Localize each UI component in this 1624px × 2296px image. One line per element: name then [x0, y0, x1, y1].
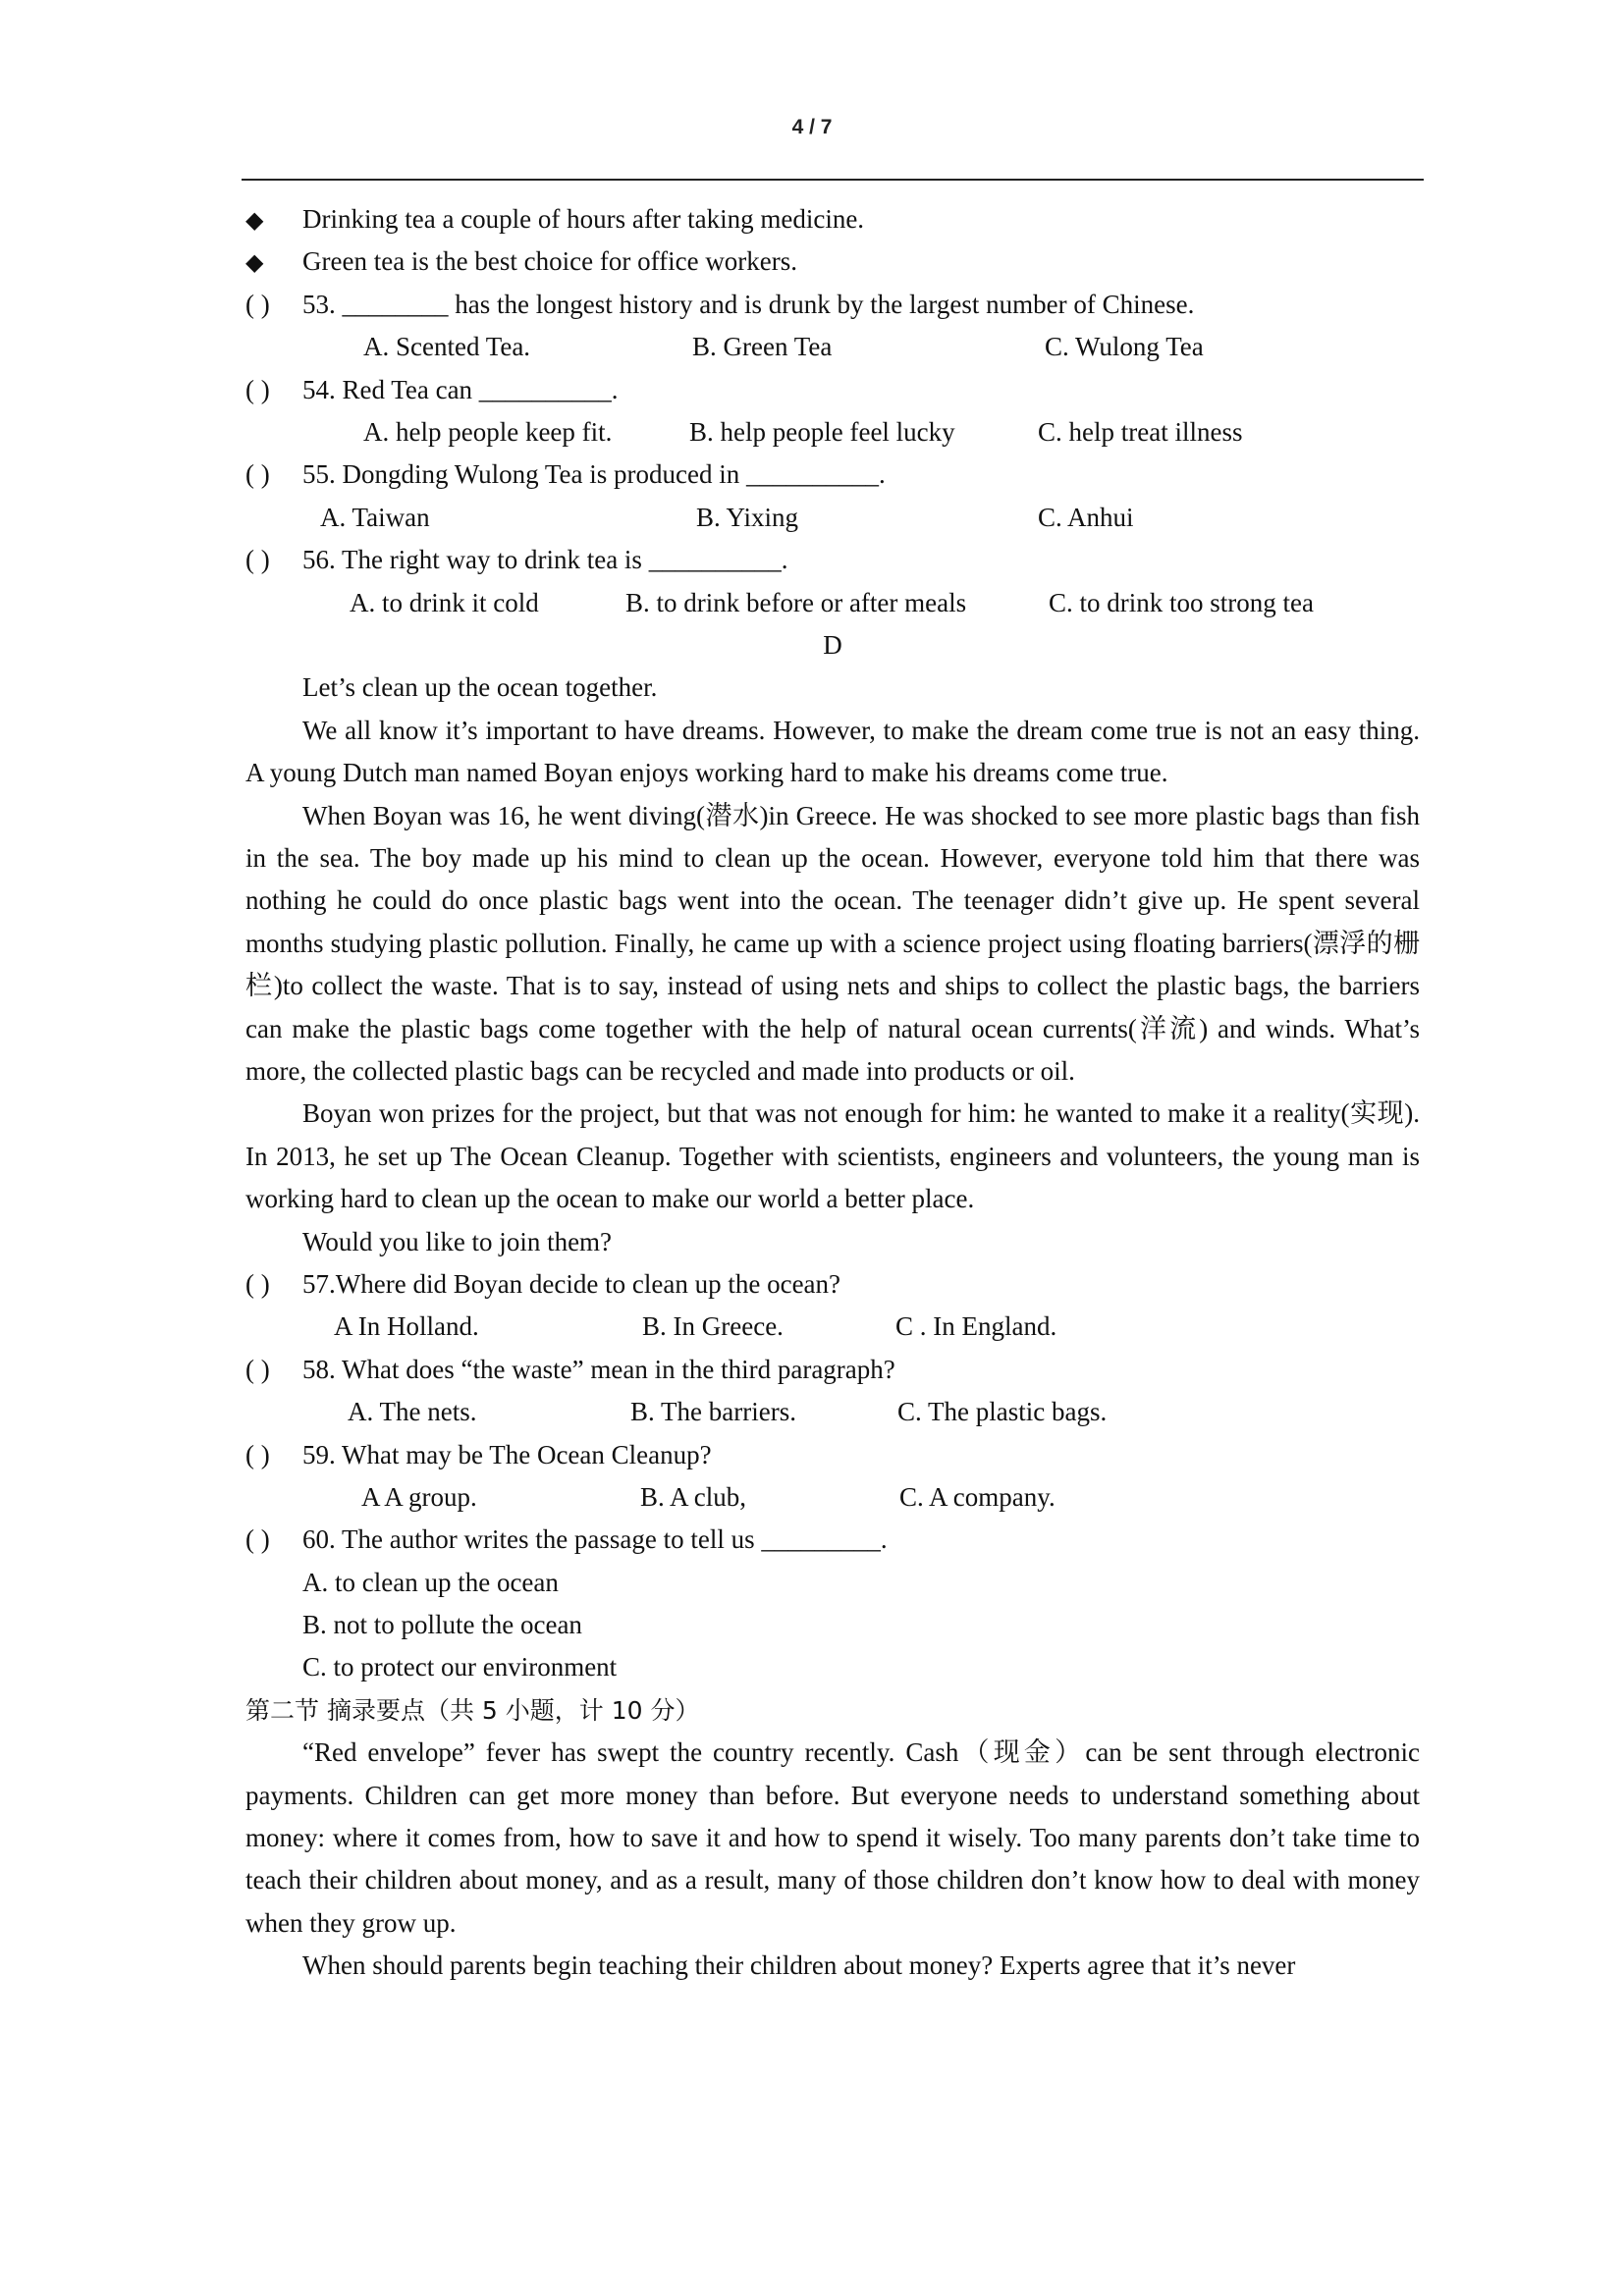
exam-page-content — [245, 198, 1420, 1988]
question-57 — [245, 1263, 1420, 1306]
option-c: C. help treat illness — [1038, 416, 1243, 447]
question-56 — [245, 539, 1420, 581]
question-54-options — [245, 411, 1420, 454]
answer-blank: ( ) — [245, 289, 270, 319]
option-a: A. Scented Tea. — [363, 332, 531, 362]
diamond-bullet-icon: ◆ — [245, 208, 264, 234]
passage-paragraph: When should parents begin teaching their children about money? Experts agree that it’s never — [302, 1950, 1296, 1981]
option-b: B. A club, — [640, 1481, 747, 1512]
option-b: B. In Greece. — [642, 1311, 784, 1342]
question-57-options — [245, 1306, 1420, 1348]
header-divider — [242, 179, 1424, 181]
question-60 — [245, 1519, 1420, 1561]
option-b: B. Yixing — [696, 502, 799, 532]
answer-blank: ( ) — [245, 459, 270, 490]
question-56-options — [245, 582, 1420, 624]
diamond-bullet-icon: ◆ — [245, 250, 264, 277]
option-b: B. Green Tea — [692, 332, 833, 362]
option-b: B. not to pollute the ocean — [302, 1610, 582, 1640]
question-stem: 53. ________ has the longest history and is drunk by the largest number of Chinese. — [302, 289, 1195, 319]
bullet-item — [245, 198, 1420, 240]
passage-paragraph: We all know it’s important to have dreams. However, to make the dream come true is not an easy thing. A young Dutch man named Boyan enjoys working hard to make his dreams come true. — [245, 715, 1420, 788]
question-stem: 59. What may be The Ocean Cleanup? — [302, 1439, 712, 1469]
question-55-options — [245, 497, 1420, 539]
option-b: B. to drink before or after meals — [625, 587, 967, 617]
question-55 — [245, 454, 1420, 496]
page-number: 4 / 7 — [791, 116, 833, 138]
section-label: D — [823, 629, 842, 660]
option-b: B. help people feel lucky — [689, 416, 955, 447]
answer-blank: ( ) — [245, 1524, 270, 1555]
answer-blank: ( ) — [245, 1268, 270, 1299]
answer-blank: ( ) — [245, 1439, 270, 1469]
option-c: C. The plastic bags. — [897, 1397, 1108, 1427]
bullet-text: Drinking tea a couple of hours after taking medicine. — [302, 204, 865, 234]
question-stem: 55. Dongding Wulong Tea is produced in __________. — [302, 459, 886, 490]
option-c: C. A company. — [899, 1481, 1056, 1512]
answer-blank: ( ) — [245, 374, 270, 404]
option-a: A A group. — [361, 1481, 477, 1512]
answer-blank: ( ) — [245, 545, 270, 575]
answer-blank: ( ) — [245, 1354, 270, 1384]
question-stem: 57.Where did Boyan decide to clean up the ocean? — [302, 1268, 841, 1299]
option-a: A. to clean up the ocean — [302, 1567, 559, 1597]
option-a: A. to drink it cold — [350, 587, 539, 617]
question-59-options — [245, 1476, 1420, 1519]
option-c: C . In England. — [895, 1311, 1057, 1342]
question-stem: 54. Red Tea can __________. — [302, 374, 619, 404]
option-c: C. to drink too strong tea — [1049, 587, 1314, 617]
question-stem: 60. The author writes the passage to tell us _________. — [302, 1524, 888, 1555]
passage-title: Let’s clean up the ocean together. — [302, 672, 658, 703]
option-b: B. The barriers. — [630, 1397, 796, 1427]
question-58 — [245, 1349, 1420, 1391]
option-a: A. help people keep fit. — [363, 416, 613, 447]
option-a: A. The nets. — [348, 1397, 477, 1427]
question-59 — [245, 1434, 1420, 1476]
bullet-text: Green tea is the best choice for office workers. — [302, 246, 798, 277]
question-53 — [245, 284, 1420, 326]
option-a: A In Holland. — [334, 1311, 479, 1342]
passage-paragraph: “Red envelope” fever has swept the country recently. Cash（现金）can be sent through electronic payments. Children can get more money than before. But everyone needs to understand something about money: where it comes from, how to save it and how to spend it wisely. Too many parents don’t take time to teach their children about money, and as a result, many of those children don’t know how to deal with money when they grow up. — [245, 1737, 1420, 1938]
bullet-item — [245, 240, 1420, 283]
option-c: C. Wulong Tea — [1045, 332, 1204, 362]
question-58-options — [245, 1391, 1420, 1433]
question-53-options — [245, 326, 1420, 368]
passage-paragraph: Boyan won prizes for the project, but that was not enough for him: he wanted to make it a reality(实现). In 2013, he set up The Ocean Cleanup. Together with scientists, engineers and volunteers, the young man is working hard to clean up the ocean to make our world a better place. — [245, 1098, 1420, 1214]
question-54 — [245, 369, 1420, 411]
question-stem: 56. The right way to drink tea is __________. — [302, 545, 788, 575]
option-c: C. Anhui — [1038, 502, 1134, 532]
question-stem: 58. What does “the waste” mean in the third paragraph? — [302, 1354, 895, 1384]
option-c: C. to protect our environment — [302, 1652, 618, 1682]
section-heading: 第二节 摘录要点（共 5 小题，计 10 分） — [245, 1695, 700, 1725]
passage-paragraph: When Boyan was 16, he went diving(潜水)in Greece. He was shocked to see more plastic bags than fish in the sea. The boy made up his mind to clean up the ocean. However, everyone told him that there was nothing he could do once plastic bags went into the ocean. The teenager didn’t give up. He spent several months studying plastic pollution. Finally, he came up with a science project using floating barriers(漂浮的栅栏)to collect the waste. That is to say, instead of using nets and ships to collect the plastic bags, the barriers can make the plastic bags come together with the help of natural ocean currents(洋流) and winds. What’s more, the collected plastic bags can be recycled and made into products or oil. — [245, 800, 1420, 1086]
passage-closing: Would you like to join them? — [302, 1226, 613, 1256]
option-a: A. Taiwan — [320, 502, 430, 532]
